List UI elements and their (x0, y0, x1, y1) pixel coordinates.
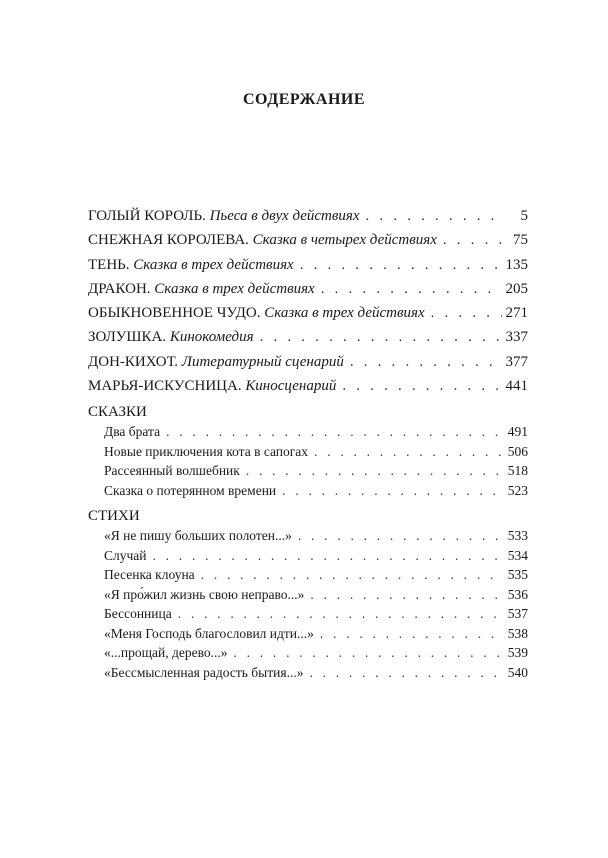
toc-sub-entry[interactable] (88, 643, 528, 663)
entry-page-number: 523 (507, 482, 528, 498)
entry-subtitle: Сказка в трех действиях (133, 256, 294, 273)
leader-dots (300, 255, 502, 275)
entry-subtitle: Сказка в трех действиях (154, 280, 315, 297)
entry-title: ЗОЛУШКА. (88, 329, 167, 346)
toc-entry[interactable] (88, 255, 528, 275)
entry-title: «Я не пишу больших полотен...» (104, 528, 292, 544)
toc-entry[interactable] (88, 279, 528, 299)
toc-sub-entry[interactable] (88, 624, 528, 644)
toc-entry[interactable] (88, 327, 528, 347)
leader-dots (246, 461, 504, 481)
leader-dots (282, 481, 504, 501)
leader-dots (350, 352, 502, 372)
entry-title: ГОЛЫЙ КОРОЛЬ. (88, 208, 206, 224)
toc-sub-entry[interactable] (88, 442, 528, 462)
entry-page-number: 135 (505, 256, 528, 273)
entry-title: «...прощай, дерево...» (104, 645, 228, 661)
leader-dots (310, 585, 503, 605)
entry-page-number: 533 (507, 528, 528, 544)
plays-list (88, 206, 528, 396)
toc-sub-entry[interactable] (88, 604, 528, 624)
entry-title: Рассеянный волшебник (104, 463, 240, 479)
entry-title: Случай (104, 547, 147, 563)
toc-sub-entry[interactable] (88, 461, 528, 481)
toc-entry[interactable] (88, 230, 528, 250)
entry-page-number: 540 (507, 664, 528, 680)
entry-title: ДОН-КИХОТ. (88, 353, 179, 370)
leader-dots (153, 546, 504, 566)
toc-sub-entry[interactable] (88, 585, 528, 605)
toc-entry[interactable] (88, 303, 528, 323)
fairy-tales-section (88, 402, 528, 500)
entry-page-number: 337 (505, 329, 528, 346)
entry-page-number: 205 (505, 280, 528, 297)
entry-page-number: 441 (505, 378, 528, 395)
leader-dots (314, 442, 504, 462)
leader-dots (298, 526, 504, 546)
entry-title: ОБЫКНОВЕННОЕ ЧУДО. (88, 305, 261, 322)
toc-sub-entry[interactable] (88, 565, 528, 585)
entry-page-number: 518 (507, 463, 528, 479)
toc-sub-entry[interactable] (88, 526, 528, 546)
entry-page-number: 75 (513, 232, 528, 249)
entry-subtitle: Сказка в четырех действиях (252, 232, 437, 249)
toc-sub-entry[interactable] (88, 481, 528, 501)
leader-dots (342, 376, 501, 396)
leader-dots (443, 230, 504, 250)
entry-title: Сказка о потерянном времени (104, 482, 277, 498)
entry-page-number: 271 (505, 305, 528, 322)
entry-page-number: 539 (507, 645, 528, 661)
table-of-contents (88, 206, 528, 688)
entry-page-number: 491 (507, 424, 528, 440)
entry-page-number: 5 (520, 208, 528, 224)
entry-title: «Меня Господь благословил идти...» (104, 625, 314, 641)
leader-dots (260, 327, 502, 347)
leader-dots (431, 303, 502, 323)
poems-section (88, 506, 528, 682)
entry-title: «Бессмысленная радость бытия...» (104, 664, 304, 680)
entry-title: ДРАКОН. (88, 280, 151, 297)
entry-title: МАРЬЯ-ИСКУСНИЦА. (88, 378, 242, 395)
toc-sub-entry[interactable] (88, 663, 528, 683)
section-heading: СТИХИ (88, 508, 140, 525)
toc-entry[interactable] (88, 376, 528, 396)
toc-entry[interactable] (88, 206, 528, 226)
leader-dots (178, 604, 504, 624)
leader-dots (366, 206, 504, 226)
toc-sub-entry[interactable] (88, 422, 528, 442)
entry-page-number: 377 (505, 353, 528, 370)
entry-page-number: 538 (507, 625, 528, 641)
leader-dots (201, 565, 504, 585)
entry-subtitle: Кинокомедия (169, 329, 254, 346)
entry-page-number: 534 (507, 547, 528, 563)
toc-entry[interactable] (88, 352, 528, 372)
entry-title: ТЕНЬ. (88, 256, 130, 273)
toc-sub-entry[interactable] (88, 546, 528, 566)
entry-title: СНЕЖНАЯ КОРОЛЕВА. (88, 232, 249, 249)
leader-dots (321, 279, 502, 299)
leader-dots (233, 643, 503, 663)
page-title: СОДЕРЖАНИЕ (242, 91, 366, 108)
entry-title: Бессонница (104, 606, 172, 622)
entry-page-number: 536 (507, 586, 528, 602)
entry-title: «Я про́жил жизнь свою неправо...» (104, 586, 305, 602)
leader-dots (166, 422, 504, 442)
entry-page-number: 535 (507, 567, 528, 583)
entry-subtitle: Литературный сценарий (181, 353, 344, 370)
entry-subtitle: Пьеса в двух действиях (209, 208, 360, 224)
entry-subtitle: Киносценарий (245, 378, 337, 395)
entry-title: Песенка клоуна (104, 567, 195, 583)
entry-title: Два брата (104, 424, 161, 440)
section-heading: СКАЗКИ (88, 404, 147, 421)
entry-page-number: 506 (507, 443, 528, 459)
leader-dots (309, 663, 503, 683)
leader-dots (320, 624, 504, 644)
entry-page-number: 537 (507, 606, 528, 622)
entry-subtitle: Сказка в трех действиях (264, 305, 425, 322)
entry-title: Новые приключения кота в сапогах (104, 443, 309, 459)
